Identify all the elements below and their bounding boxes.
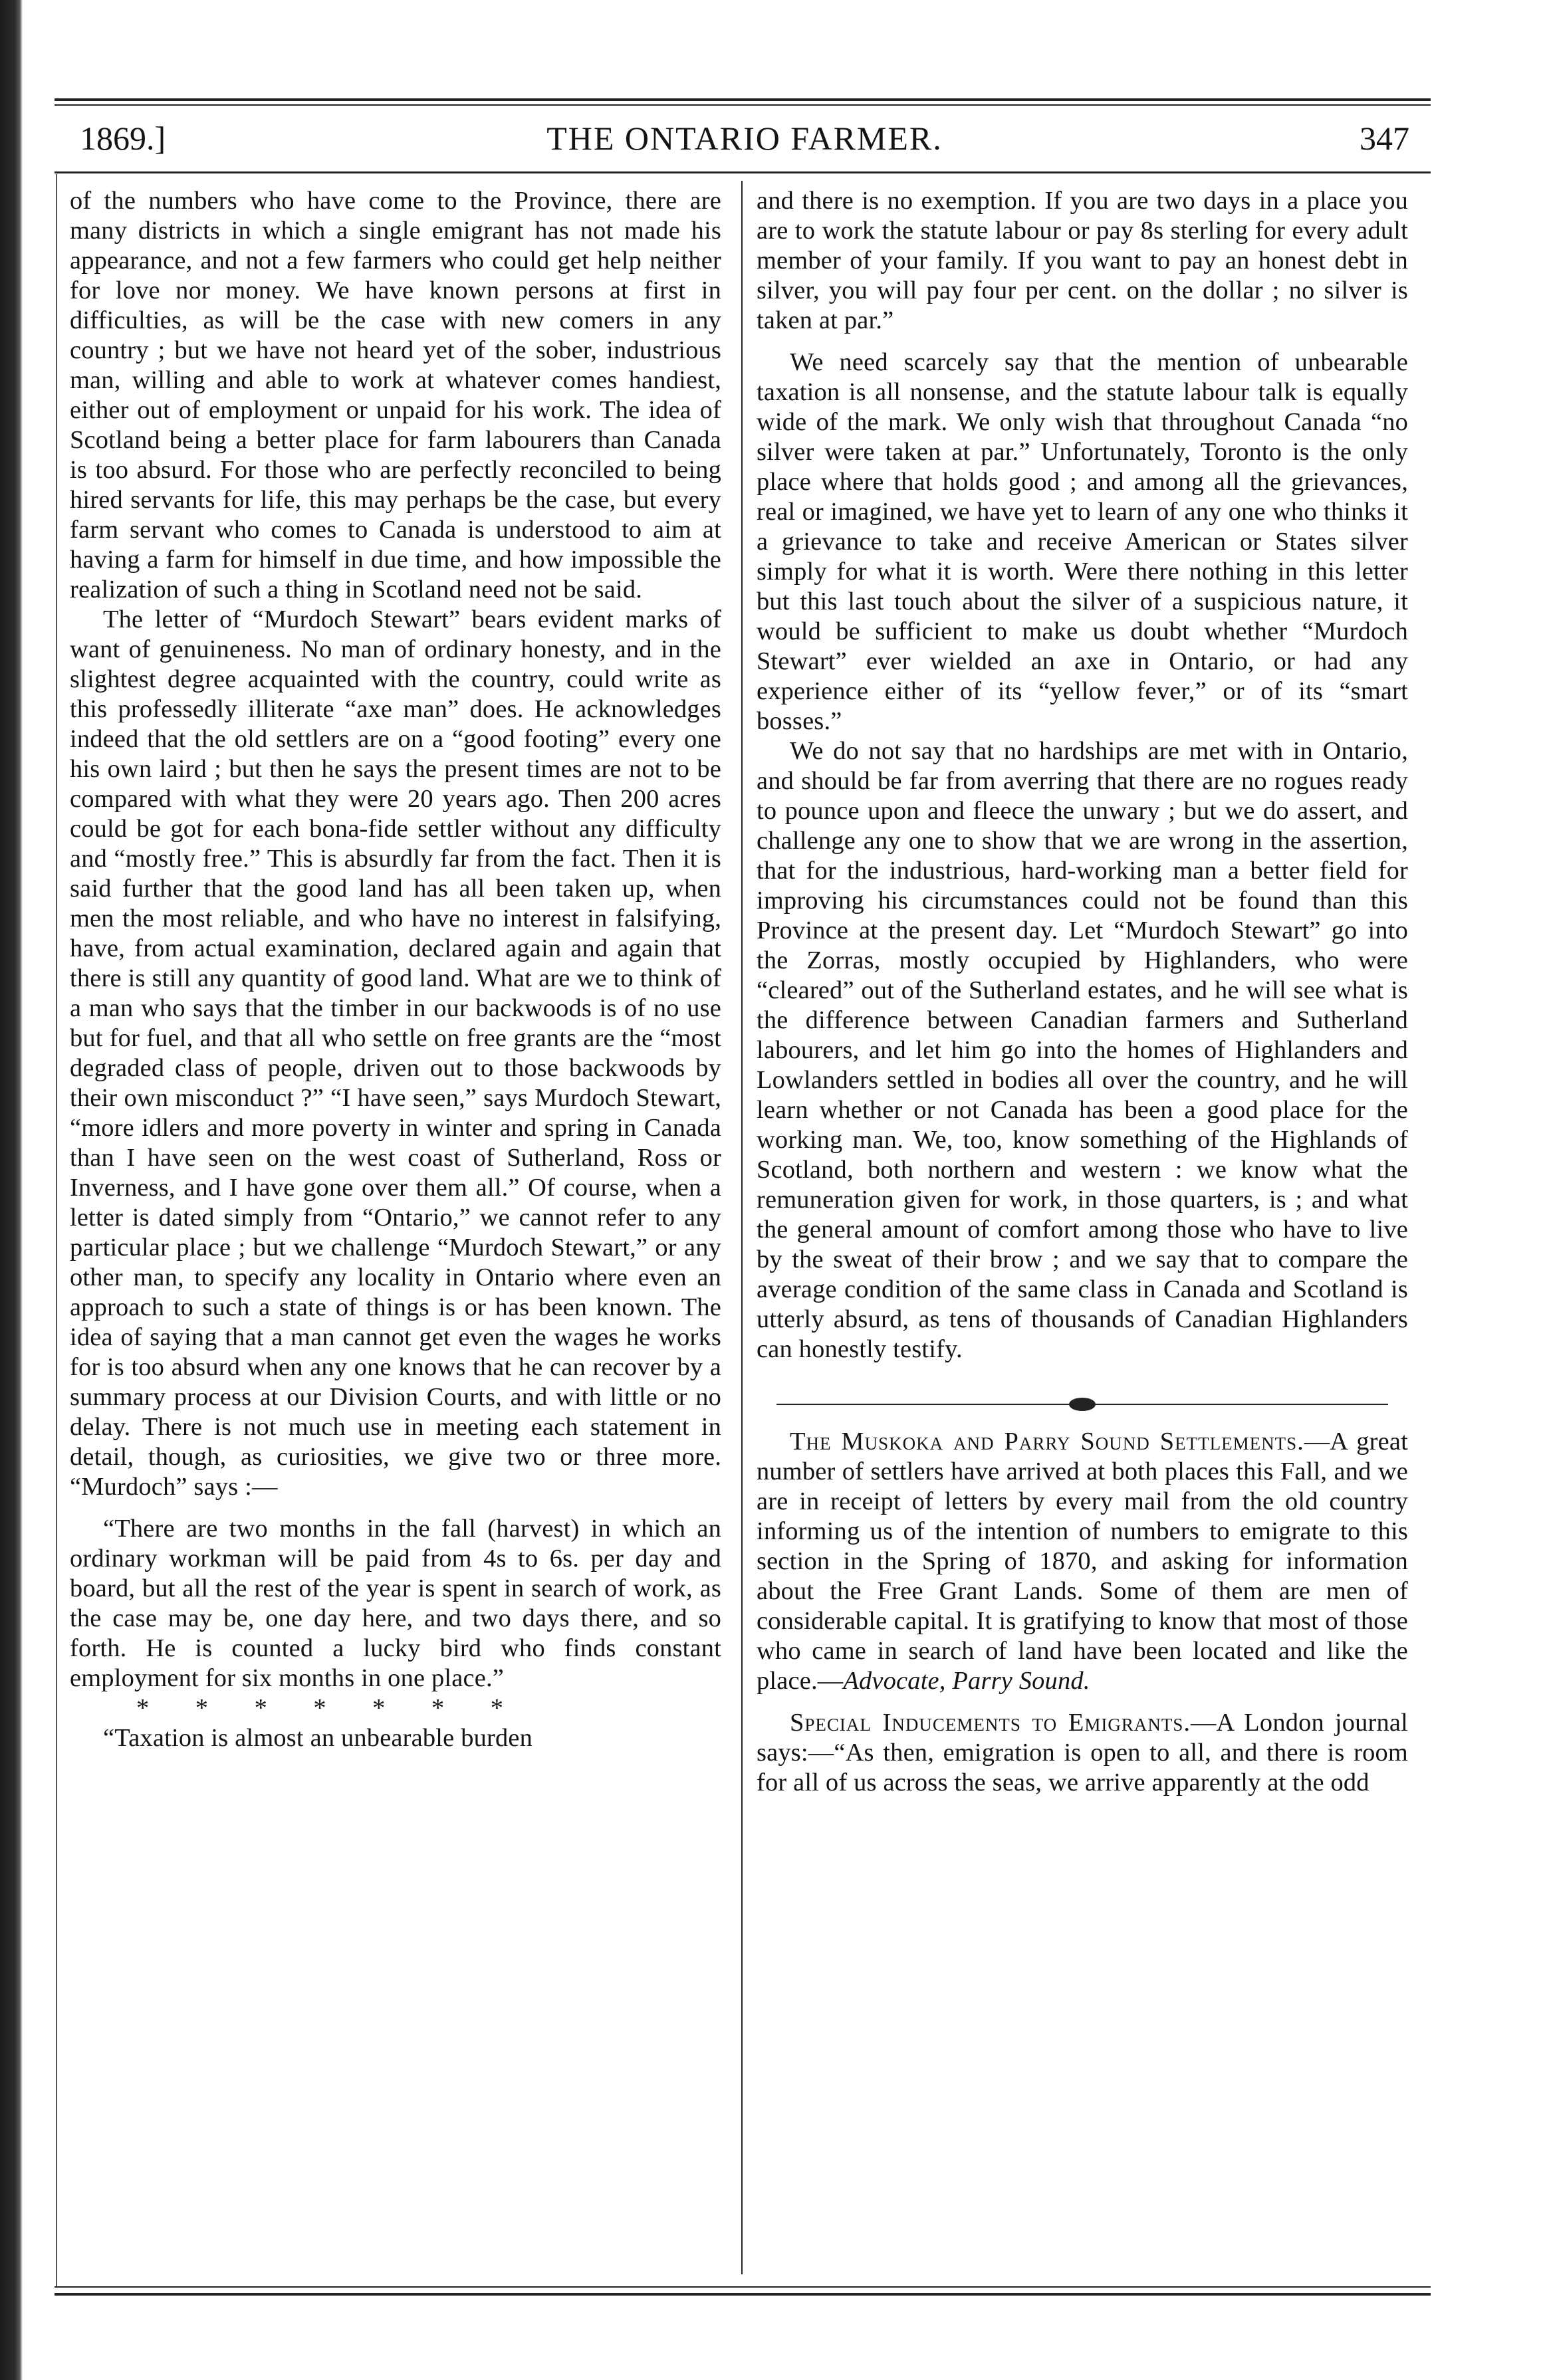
muskoka-text: —A great number of settlers have arrived at both places this Fall, and we are in receipt of letters by every mail from the old country informing us of the intention of numbers to emigrate to this section in the Spring of 1870, and asking for information about the Free Grant Lands. Some of them are men of considerable capital. It is gratifying to know that most of those who came in search of land have been located and like the place.— <box>757 1428 1408 1695</box>
right-paragraph-2: We need scarcely say that the mention of unbearable taxation is all nonsense, and the statute labour talk is equally wide of the mark. We only wish that throughout Canada “no silver were taken at par.” Unfortunately, Toronto is the only place where that holds good ; and among all the grievances, real or imagined, we have yet to learn of any one who thinks it a grievance to take and receive American or States silver simply for what it is worth. Were there nothing in this letter but this last touch about the silver of a suspicious nature, it would be sufficient to make us doubt whether “Murdoch Stewart” ever wielded an axe in Ontario, or had any experience either of its “yellow fever,” or of its “smart bosses.” <box>757 348 1408 735</box>
left-closing-line: “Taxation is almost an unbearable burden <box>103 1724 533 1752</box>
inducements-heading: Special Inducements to Emigrants. <box>790 1709 1191 1737</box>
right-paragraph-1: and there is no exemption. If you are two days in a place you are to work the statute labour or pay 8s sterling for every adult member of your family. If you want to pay an honest debt in silver, you will pay four per cent. on the dollar ; no silver is taken at par.” <box>757 187 1408 334</box>
header-year: 1869.] <box>80 120 166 157</box>
right-paragraph-3: We do not say that no hardships are met with in Ontario, and should be far from averring that there are no rogues ready to pounce upon and fleece the unwary ; but we do assert, and challenge any one to show that we are wrong in the assertion, that for the industrious, hard-working man a better field for improving his circumstances could not be found than this Province at the present day. Let “Murdoch Stewart” go into the Zorras, mostly occupied by Highlanders, who were “cleared” out of the Sutherland estates, and he will see what is the difference between Canadian farmers and Sutherland labourers, and let him go into the homes of Highlanders and Lowlanders settled in bodies all over the country, and he will learn whether or not Canada has been a good place for the working man. We, too, know something of the Highlands of Scotland, both northern and western : we know what the remuneration given for work, in those quarters, is ; and what the general amount of comfort among those who have to live by the sweat of their brow ; and we say that to compare the average condition of the same class in Canada and Scotland is utterly absurd, as tens of thousands of Canadian Highlanders can honestly testify. <box>757 737 1408 1363</box>
inducements-text: —A London journal says:—“As then, emigration is open to all, and there is room for all of us across the seas, we arrive apparently at the odd <box>757 1709 1408 1796</box>
page-number: 347 <box>1360 120 1409 157</box>
inducements-item <box>757 1708 1408 1798</box>
left-paragraph-2: The letter of “Murdoch Stewart” bears evident marks of want of genuineness. No man of ordinary honesty, and in the slightest degree acquainted with the country, could write as this professedly illiterate “axe man” does. He acknowledges indeed that the old settlers are on a “good footing” every one his own laird ; but then he says the present times are not to be compared with what they were 20 years ago. Then 200 acres could be got for each bona-fide settler without any difficulty and “mostly free.” This is absurdly far from the fact. Then it is said further that the good land has all been taken up, when men the most reliable, and who have no interest in falsifying, have, from actual examination, declared again and again that there is still any quantity of good land. What are we to think of a man who says that the timber in our backwoods is of no use but for fuel, and that all who settle on free grants are the “most degraded class of people, driven out to those backwoods by their own misconduct ?” “I have seen,” says Murdoch Stewart, “more idlers and more poverty in winter and spring in Canada than I have seen on the west coast of Sutherland, Ross or Inverness, and I have gone over them all.” Of course, when a letter is dated simply from “Ontario,” we cannot refer to any particular place ; but we challenge “Murdoch Stewart,” or any other man, to specify any locality in Ontario where even an approach to such a state of things is or has been known. The idea of saying that a man cannot get even the wages he works for is too absurd when any one knows that he can recover by a summary process at our Division Courts, and with little or no delay. There is not much use in meeting each statement in detail, though, as curiosities, we give two or three more. “Murdoch” says :— <box>70 605 721 1501</box>
muskoka-item <box>757 1427 1408 1696</box>
left-paragraph-1: of the numbers who have come to the Province, there are many districts in which a single emigrant has not made his appearance, and not a few farmers who could get help neither for love nor money. We have known persons at first in difficulties, as will be the case with new comers in any country ; but we have not heard yet of the sober, industrious man, willing and able to work at whatever comes handiest, either out of employment or unpaid for his work. The idea of Scotland being a better place for farm labourers than Canada is too absurd. For those who are perfectly reconciled to being hired servants for life, this may perhaps be the case, but every farm servant who comes to Canada is understood to aim at having a farm for himself in due time, and how impossible the realization of such a thing in Scotland need not be said. <box>70 187 721 603</box>
muskoka-source: Advocate, Parry Sound. <box>843 1667 1090 1695</box>
bottom-rule-lower <box>55 2293 1431 2296</box>
header-rule <box>55 171 1431 173</box>
left-column <box>70 186 721 1753</box>
top-rule-inner <box>55 104 1431 106</box>
bottom-rule-upper <box>55 2286 1431 2288</box>
section-ornament-rule <box>757 1391 1408 1418</box>
muskoka-heading: The Muskoka and Parry Sound Settlements. <box>790 1428 1304 1456</box>
top-rule-outer <box>55 98 1431 101</box>
asterism: * * * * * * * <box>136 1694 503 1722</box>
binding-edge <box>0 0 23 2380</box>
right-column <box>757 186 1408 1798</box>
left-quote-paragraph: “There are two months in the fall (harvest) in which an ordinary workman will be paid from 4s to 6s. per day and board, but all the rest of the year is spent in search of work, as the case may be, one day here, and two days there, and so forth. He is counted a lucky bird who finds constant employment for six months in one place.” <box>70 1515 721 1692</box>
page-header <box>80 112 1409 165</box>
journal-title: THE ONTARIO FARMER. <box>546 120 943 157</box>
left-margin-rule <box>56 174 57 2288</box>
column-divider <box>741 181 743 2274</box>
